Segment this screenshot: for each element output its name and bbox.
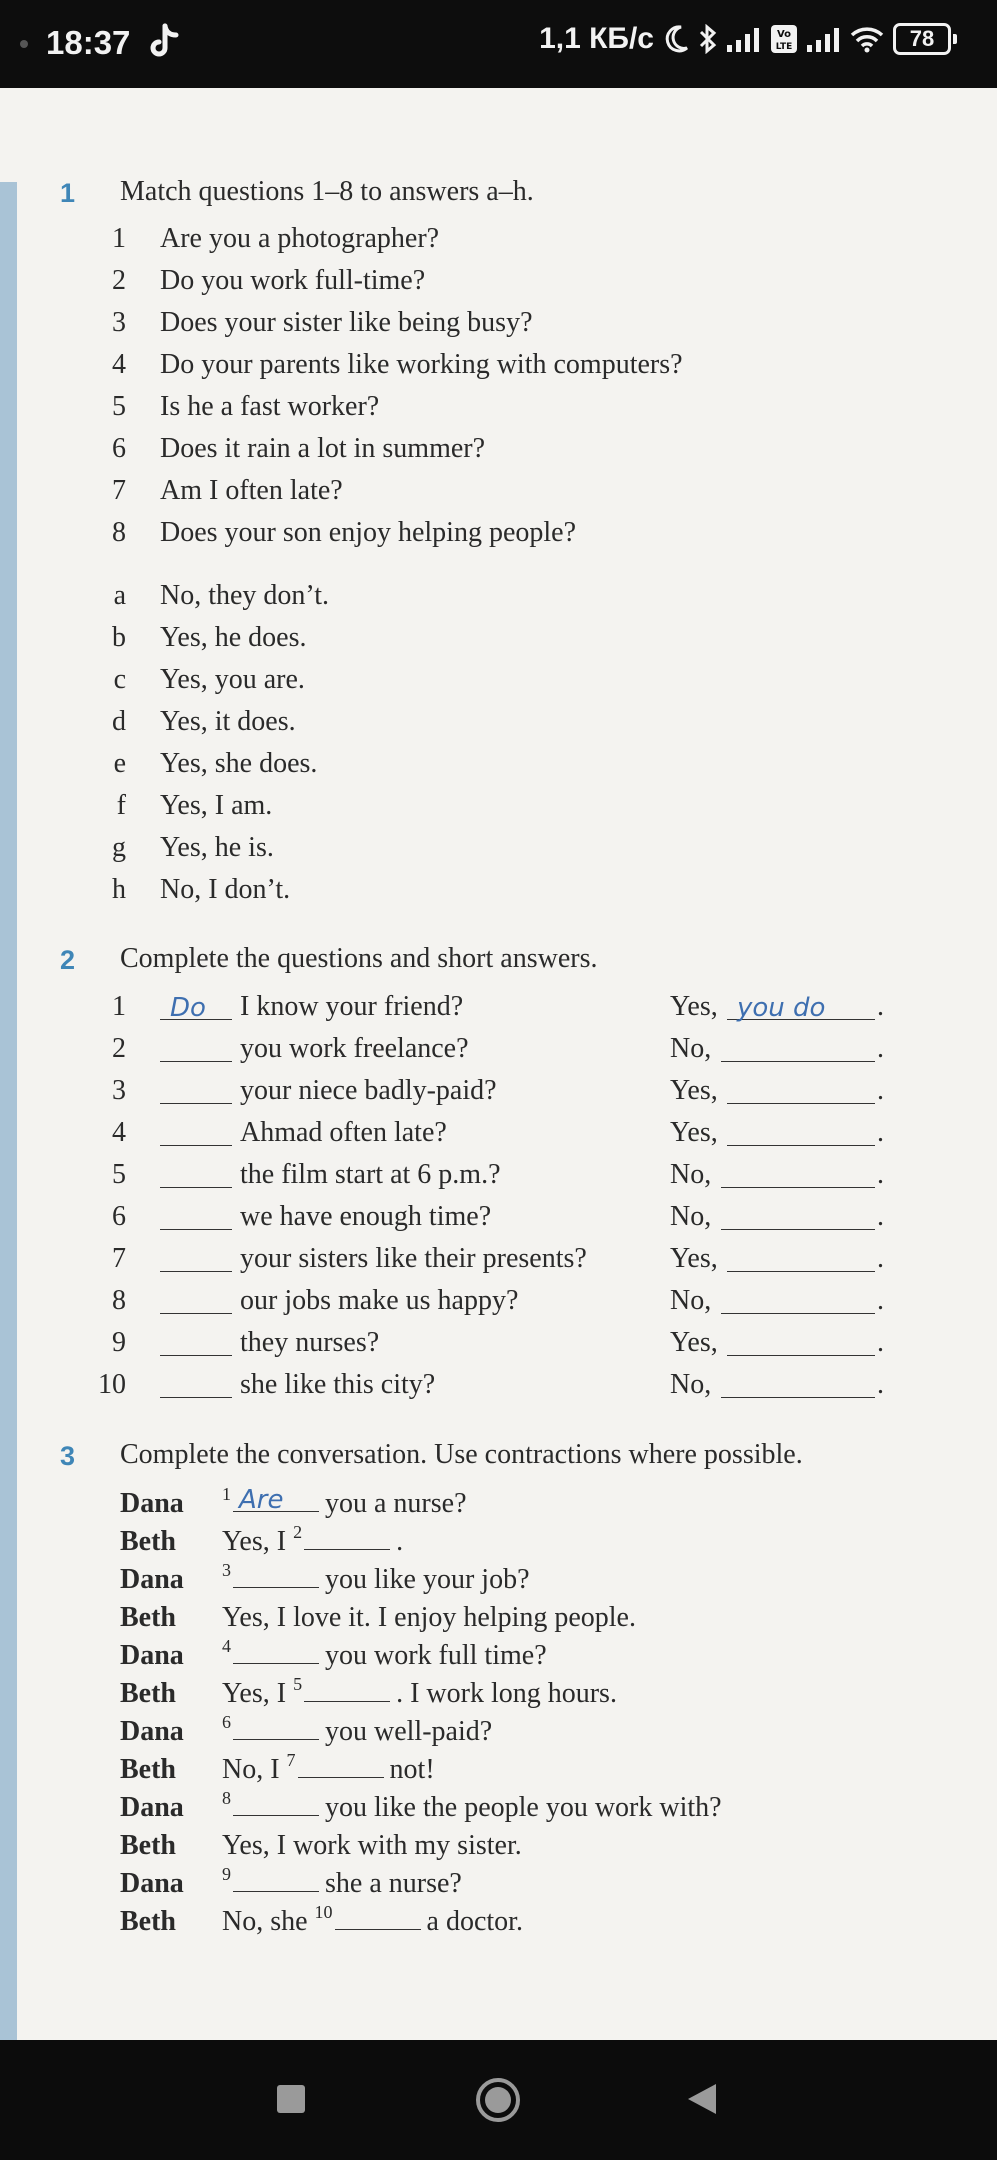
- back-button[interactable]: [686, 2082, 718, 2116]
- item-number: 3: [112, 1075, 126, 1106]
- item-number: 4: [112, 1117, 126, 1148]
- item-number: 9: [112, 1327, 126, 1358]
- question-text: Is he a fast worker?: [160, 391, 380, 422]
- short-answer-prefix: No,: [670, 1159, 712, 1190]
- short-answer-prefix: No,: [670, 1369, 712, 1400]
- svg-text:Vo: Vo: [776, 29, 792, 40]
- answer-blank[interactable]: [233, 1565, 319, 1588]
- speaker-name: Beth: [120, 1906, 176, 1937]
- line-text: Yes, I: [222, 1678, 287, 1709]
- dialogue-line: [222, 1830, 522, 1862]
- short-answer-blank[interactable]: [727, 1081, 875, 1104]
- item-number: 8: [112, 1285, 126, 1316]
- speaker-name: Beth: [120, 1602, 176, 1633]
- question-text: Does your son enjoy helping people?: [160, 517, 577, 548]
- volte-icon: [770, 24, 798, 54]
- answer-blank[interactable]: [233, 1793, 319, 1816]
- short-answer-prefix: Yes,: [670, 1327, 718, 1358]
- line-text: Yes, I: [222, 1526, 287, 1557]
- answer-blank[interactable]: [233, 1485, 319, 1515]
- period: .: [877, 1159, 884, 1190]
- exercise-title: Complete the conversation. Use contractions where possible.: [120, 1439, 803, 1470]
- question-text: they nurses?: [240, 1327, 380, 1358]
- blank-number: 6: [222, 1712, 231, 1732]
- question-text: you work freelance?: [240, 1033, 469, 1064]
- line-text: you work full time?: [325, 1640, 547, 1671]
- line-text: No, I: [222, 1754, 280, 1785]
- wifi-icon: [850, 25, 884, 53]
- answer-blank[interactable]: [304, 1527, 390, 1550]
- bluetooth-icon: [698, 24, 718, 54]
- dialogue-line: [222, 1560, 530, 1596]
- exercise-title: Match questions 1–8 to answers a–h.: [120, 176, 534, 207]
- speaker-name: Beth: [120, 1754, 176, 1785]
- period: .: [877, 1033, 884, 1064]
- answer-blank[interactable]: [160, 1039, 232, 1062]
- answer-blank[interactable]: [160, 1081, 232, 1104]
- question-text: Am I often late?: [160, 475, 343, 506]
- question-text: your sisters like their presents?: [240, 1243, 587, 1274]
- item-letter: f: [116, 790, 126, 821]
- item-number: 5: [112, 1159, 126, 1190]
- line-text: you well-paid?: [325, 1716, 493, 1747]
- answer-text: Yes, she does.: [160, 748, 318, 779]
- short-answer-blank[interactable]: [721, 1165, 875, 1188]
- question-text: Does your sister like being busy?: [160, 307, 533, 338]
- short-answer-blank[interactable]: [727, 1249, 875, 1272]
- short-answer-prefix: No,: [670, 1285, 712, 1316]
- answer-text: Yes, you are.: [160, 664, 305, 695]
- handwritten-answer: Are: [239, 1485, 284, 1515]
- answer-blank[interactable]: [160, 1207, 232, 1230]
- short-answer-blank[interactable]: [727, 1123, 875, 1146]
- blank-number: 1: [222, 1484, 231, 1504]
- item-number: 8: [112, 517, 126, 548]
- home-button[interactable]: [474, 2076, 522, 2124]
- item-number: 6: [112, 1201, 126, 1232]
- status-bar: [0, 0, 997, 88]
- speaker-name: Dana: [120, 1564, 184, 1595]
- item-letter: h: [112, 874, 126, 905]
- dialogue-line: [222, 1602, 636, 1634]
- item-number: 6: [112, 433, 126, 464]
- answer-blank[interactable]: [160, 1249, 232, 1272]
- blank-number: 9: [222, 1864, 231, 1884]
- answer-blank[interactable]: [160, 993, 232, 1023]
- item-letter: d: [112, 706, 126, 737]
- answer-text: Yes, I am.: [160, 790, 273, 821]
- short-answer-prefix: Yes,: [670, 1117, 718, 1148]
- item-number: 1: [112, 223, 126, 254]
- period: .: [877, 1243, 884, 1274]
- signal-icon: [807, 26, 841, 52]
- answer-blank[interactable]: [335, 1907, 421, 1930]
- item-number: 10: [98, 1369, 126, 1400]
- answer-text: No, they don’t.: [160, 580, 330, 611]
- question-text: Do your parents like working with computers?: [160, 349, 683, 380]
- short-answer-blank[interactable]: [721, 1207, 875, 1230]
- moon-icon: [663, 24, 689, 54]
- answer-blank[interactable]: [233, 1641, 319, 1664]
- item-number: 4: [112, 349, 126, 380]
- answer-blank[interactable]: [298, 1755, 384, 1778]
- short-answer-prefix: No,: [670, 1033, 712, 1064]
- line-text: you a nurse?: [325, 1488, 467, 1519]
- dialogue-line: [222, 1712, 493, 1748]
- period: .: [877, 1285, 884, 1316]
- speaker-name: Beth: [120, 1526, 176, 1557]
- answer-text: Yes, he does.: [160, 622, 307, 653]
- blank-number: 7: [286, 1750, 296, 1770]
- battery-icon: [893, 23, 957, 55]
- question-text: she like this city?: [240, 1369, 436, 1400]
- handwritten-answer: you do: [737, 993, 826, 1023]
- item-number: 5: [112, 391, 126, 422]
- speaker-name: Dana: [120, 1792, 184, 1823]
- item-number: 7: [112, 475, 126, 506]
- battery-level: 78: [893, 23, 951, 55]
- answer-text: No, I don’t.: [160, 874, 291, 905]
- item-letter: g: [112, 832, 126, 863]
- answer-text: Yes, he is.: [160, 832, 274, 863]
- question-text: the film start at 6 p.m.?: [240, 1159, 501, 1190]
- short-answer-prefix: Yes,: [670, 1243, 718, 1274]
- blank-number: 8: [222, 1788, 231, 1808]
- short-answer-blank[interactable]: [721, 1039, 875, 1062]
- answer-blank[interactable]: [233, 1869, 319, 1892]
- svg-text:LTE: LTE: [775, 42, 793, 52]
- item-number: 1: [112, 991, 126, 1022]
- signal-icon: [727, 26, 761, 52]
- answer-blank[interactable]: [160, 1291, 232, 1314]
- item-letter: e: [113, 748, 126, 779]
- period: .: [877, 1369, 884, 1400]
- item-letter: c: [113, 664, 126, 695]
- dialogue-line: [222, 1522, 404, 1558]
- answer-blank[interactable]: [233, 1717, 319, 1740]
- answer-blank[interactable]: [304, 1679, 390, 1702]
- item-number: 7: [112, 1243, 126, 1274]
- item-number: 2: [112, 265, 126, 296]
- item-letter: a: [113, 580, 126, 611]
- exercise-number: 3: [60, 1441, 76, 1471]
- answer-blank[interactable]: [160, 1333, 232, 1356]
- speaker-name: Dana: [120, 1488, 184, 1519]
- short-answer-blank[interactable]: [727, 1333, 875, 1356]
- question-text: we have enough time?: [240, 1201, 492, 1232]
- line-text: No, she: [222, 1906, 308, 1937]
- question-text: our jobs make us happy?: [240, 1285, 519, 1316]
- speaker-name: Dana: [120, 1716, 184, 1747]
- status-time: 18:37: [46, 24, 131, 61]
- speaker-name: Beth: [120, 1830, 176, 1861]
- speaker-name: Dana: [120, 1868, 184, 1899]
- speaker-name: Dana: [120, 1640, 184, 1671]
- blank-number: 3: [222, 1560, 231, 1580]
- period: .: [877, 1201, 884, 1232]
- navigation-bar: [0, 2040, 997, 2160]
- dialogue-line: [222, 1864, 462, 1900]
- line-text: .: [396, 1526, 404, 1557]
- dialogue-line: [222, 1902, 523, 1938]
- exercise-number: 1: [60, 178, 76, 208]
- line-text: . I work long hours.: [396, 1678, 617, 1709]
- exercise-title: Complete the questions and short answers.: [120, 943, 598, 974]
- dialogue-line: [222, 1636, 547, 1672]
- blank-number: 5: [293, 1674, 303, 1694]
- short-answer-prefix: Yes,: [670, 991, 718, 1022]
- item-number: 2: [112, 1033, 126, 1064]
- question-text: Are you a photographer?: [160, 223, 440, 254]
- period: .: [877, 1327, 884, 1358]
- handwritten-answer: Do: [170, 993, 206, 1023]
- blank-number: 10: [314, 1902, 333, 1922]
- workbook-page: [0, 88, 997, 2040]
- dialogue-line: [222, 1674, 617, 1710]
- short-answer-prefix: No,: [670, 1201, 712, 1232]
- notification-dot: [20, 40, 28, 48]
- item-number: 3: [112, 307, 126, 338]
- answer-blank[interactable]: [160, 1123, 232, 1146]
- short-answer-prefix: Yes,: [670, 1075, 718, 1106]
- item-letter: b: [112, 622, 126, 653]
- answer-text: Yes, it does.: [160, 706, 296, 737]
- dialogue-line: [222, 1750, 435, 1786]
- period: .: [877, 1117, 884, 1148]
- question-text: Does it rain a lot in summer?: [160, 433, 486, 464]
- line-text: she a nurse?: [325, 1868, 462, 1899]
- line-text: Yes, I love it. I enjoy helping people.: [222, 1602, 636, 1633]
- blank-number: 2: [293, 1522, 303, 1542]
- dialogue-line: [222, 1484, 467, 1520]
- dialogue-line: [222, 1788, 722, 1824]
- line-text: not!: [389, 1754, 435, 1785]
- period: .: [877, 1075, 884, 1106]
- line-text: you like the people you work with?: [325, 1792, 722, 1823]
- network-speed: 1,1 КБ/с: [539, 22, 654, 55]
- answer-blank[interactable]: [160, 1375, 232, 1398]
- speaker-name: Beth: [120, 1678, 176, 1709]
- question-text: Ahmad often late?: [240, 1117, 447, 1148]
- short-answer-blank[interactable]: [721, 1291, 875, 1314]
- question-text: I know your friend?: [240, 991, 464, 1022]
- line-text: Yes, I work with my sister.: [222, 1830, 522, 1861]
- page-margin-bar: [0, 182, 17, 2040]
- question-text: Do you work full-time?: [160, 265, 426, 296]
- period: .: [877, 991, 884, 1022]
- answer-blank[interactable]: [160, 1165, 232, 1188]
- question-text: your niece badly-paid?: [240, 1075, 497, 1106]
- blank-number: 4: [222, 1636, 231, 1656]
- recents-button[interactable]: [276, 2084, 306, 2114]
- exercise-number: 2: [60, 945, 76, 975]
- tiktok-icon: [145, 22, 181, 62]
- line-text: you like your job?: [325, 1564, 530, 1595]
- line-text: a doctor.: [426, 1906, 523, 1937]
- short-answer-blank[interactable]: [727, 993, 875, 1023]
- short-answer-blank[interactable]: [721, 1375, 875, 1398]
